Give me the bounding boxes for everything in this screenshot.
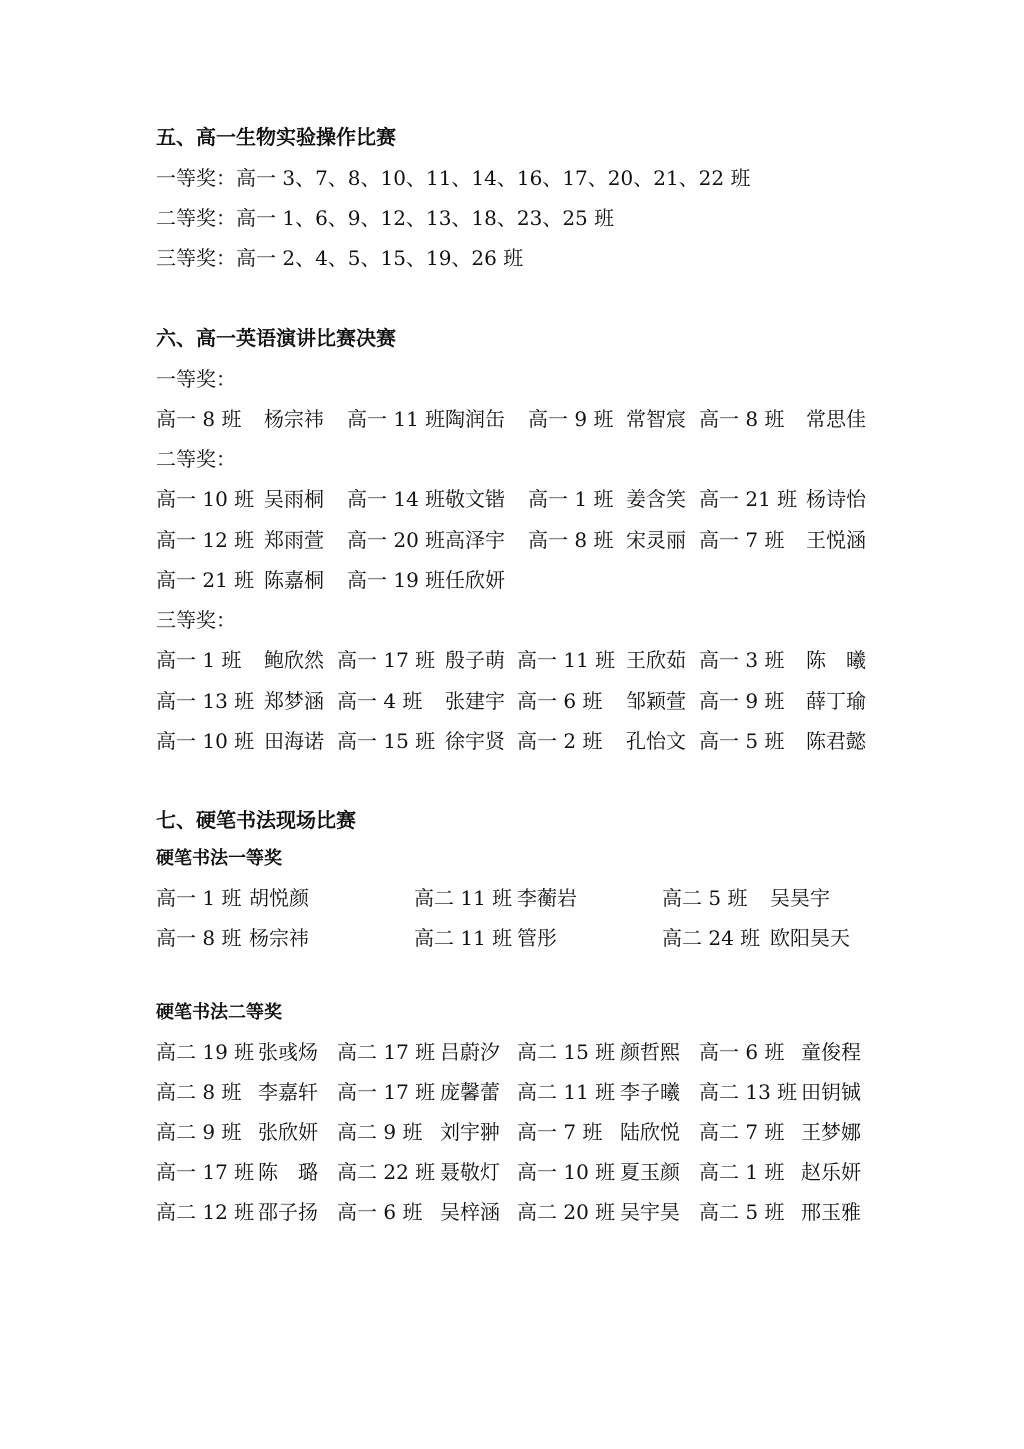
student-name: 鲍欣然 — [264, 648, 324, 672]
class-label: 高二 11 班 — [414, 926, 513, 950]
list-row — [0, 1078, 1024, 1106]
student-name: 徐宇贤 — [445, 729, 505, 753]
class-label: 高二 22 班 — [337, 1160, 436, 1184]
list-row — [0, 687, 1024, 715]
student-name: 田钥铖 — [801, 1080, 861, 1104]
student-name: 邵子扬 — [258, 1200, 318, 1224]
student-name: 管彤 — [517, 926, 557, 950]
class-label: 高二 9 班 — [156, 1120, 242, 1144]
student-name: 吴雨桐 — [264, 487, 324, 511]
class-label: 高二 24 班 — [662, 926, 761, 950]
class-label: 高一 19 班 — [347, 568, 446, 592]
class-label: 高二 8 班 — [156, 1080, 242, 1104]
class-label: 高一 21 班 — [699, 487, 798, 511]
class-label: 高一 7 班 — [517, 1120, 603, 1144]
section-5-title: 五、高一生物实验操作比赛 — [156, 125, 396, 149]
student-name: 宋灵丽 — [626, 528, 686, 552]
section-6-third-label: 三等奖： — [156, 608, 236, 632]
student-name: 陆欣悦 — [620, 1120, 680, 1144]
class-label: 高二 5 班 — [662, 886, 748, 910]
class-label: 高一 4 班 — [337, 689, 423, 713]
student-name: 张欣妍 — [258, 1120, 318, 1144]
class-label: 高二 19 班 — [156, 1040, 255, 1064]
class-label: 高一 1 班 — [156, 886, 242, 910]
list-row — [0, 526, 1024, 554]
student-name: 吴梓涵 — [440, 1200, 500, 1224]
class-label: 高一 8 班 — [156, 407, 242, 431]
class-label: 高二 20 班 — [517, 1200, 616, 1224]
student-name: 张建宇 — [445, 689, 505, 713]
student-name: 聂敬灯 — [440, 1160, 500, 1184]
class-label: 高二 11 班 — [414, 886, 513, 910]
student-name: 陈 璐 — [258, 1160, 318, 1184]
class-label: 高一 5 班 — [699, 729, 785, 753]
class-label: 高二 13 班 — [699, 1080, 798, 1104]
list-row — [0, 566, 1024, 594]
list-row — [0, 646, 1024, 674]
student-name: 敬文锴 — [445, 487, 505, 511]
student-name: 胡悦颜 — [249, 886, 309, 910]
section-5-first-prize: 一等奖：高一 3、7、8、10、11、14、16、17、20、21、22 班 — [156, 166, 751, 190]
list-row — [0, 1158, 1024, 1186]
student-name: 杨诗怡 — [806, 487, 866, 511]
student-name: 张彧炀 — [258, 1040, 318, 1064]
class-label: 高二 9 班 — [337, 1120, 423, 1144]
student-name: 王梦娜 — [801, 1120, 861, 1144]
student-name: 任欣妍 — [445, 568, 505, 592]
class-label: 高一 1 班 — [528, 487, 614, 511]
class-label: 高一 2 班 — [517, 729, 603, 753]
class-label: 高一 9 班 — [699, 689, 785, 713]
class-label: 高一 9 班 — [528, 407, 614, 431]
student-name: 邢玉雅 — [801, 1200, 861, 1224]
student-name: 高泽宇 — [445, 528, 505, 552]
student-name: 陈 曦 — [806, 648, 866, 672]
class-label: 高一 15 班 — [337, 729, 436, 753]
student-name: 姜含笑 — [626, 487, 686, 511]
student-name: 李嘉轩 — [258, 1080, 318, 1104]
student-name: 孔怡文 — [626, 729, 686, 753]
list-row — [0, 727, 1024, 755]
student-name: 吴昊宇 — [770, 886, 830, 910]
class-label: 高一 3 班 — [699, 648, 785, 672]
section-7-second-label: 硬笔书法二等奖 — [156, 1002, 282, 1023]
section-7-first-label: 硬笔书法一等奖 — [156, 848, 282, 869]
list-row — [0, 1038, 1024, 1066]
student-name: 童俊程 — [801, 1040, 861, 1064]
section-5-second-prize: 二等奖：高一 1、6、9、12、13、18、23、25 班 — [156, 206, 615, 230]
student-name: 刘宇翀 — [440, 1120, 500, 1144]
section-7-title: 七、硬笔书法现场比赛 — [156, 808, 356, 832]
class-label: 高二 17 班 — [337, 1040, 436, 1064]
list-row — [0, 884, 1024, 912]
student-name: 邹颖萱 — [626, 689, 686, 713]
class-label: 高一 6 班 — [337, 1200, 423, 1224]
student-name: 吕蔚汐 — [440, 1040, 500, 1064]
class-label: 高一 21 班 — [156, 568, 255, 592]
class-label: 高一 11 班 — [347, 407, 446, 431]
section-6-title: 六、高一英语演讲比赛决赛 — [156, 326, 396, 350]
class-label: 高二 7 班 — [699, 1120, 785, 1144]
section-6-second-label: 二等奖： — [156, 447, 236, 471]
class-label: 高一 8 班 — [699, 407, 785, 431]
student-name: 李蘅岩 — [517, 886, 577, 910]
student-name: 郑梦涵 — [264, 689, 324, 713]
student-name: 陈君懿 — [806, 729, 866, 753]
student-name: 杨宗祎 — [264, 407, 324, 431]
student-name: 李子曦 — [620, 1080, 680, 1104]
list-row — [0, 485, 1024, 513]
student-name: 颜哲熙 — [620, 1040, 680, 1064]
class-label: 高一 17 班 — [156, 1160, 255, 1184]
class-label: 高一 13 班 — [156, 689, 255, 713]
class-label: 高一 10 班 — [156, 729, 255, 753]
class-label: 高一 17 班 — [337, 648, 436, 672]
student-name: 殷子萌 — [445, 648, 505, 672]
student-name: 郑雨萱 — [264, 528, 324, 552]
student-name: 陈嘉桐 — [264, 568, 324, 592]
student-name: 王悦涵 — [806, 528, 866, 552]
class-label: 高一 20 班 — [347, 528, 446, 552]
class-label: 高一 12 班 — [156, 528, 255, 552]
section-5-third-prize: 三等奖：高一 2、4、5、15、19、26 班 — [156, 246, 524, 270]
class-label: 高二 1 班 — [699, 1160, 785, 1184]
student-name: 夏玉颜 — [620, 1160, 680, 1184]
class-label: 高二 5 班 — [699, 1200, 785, 1224]
class-label: 高二 15 班 — [517, 1040, 616, 1064]
class-label: 高一 17 班 — [337, 1080, 436, 1104]
student-name: 常智宸 — [626, 407, 686, 431]
student-name: 杨宗祎 — [249, 926, 309, 950]
student-name: 薛丁瑜 — [806, 689, 866, 713]
class-label: 高一 7 班 — [699, 528, 785, 552]
class-label: 高一 8 班 — [528, 528, 614, 552]
list-row — [0, 405, 1024, 433]
class-label: 高一 1 班 — [156, 648, 242, 672]
class-label: 高一 10 班 — [517, 1160, 616, 1184]
student-name: 常思佳 — [806, 407, 866, 431]
student-name: 赵乐妍 — [801, 1160, 861, 1184]
student-name: 庞馨蕾 — [440, 1080, 500, 1104]
class-label: 高一 14 班 — [347, 487, 446, 511]
student-name: 王欣茹 — [626, 648, 686, 672]
class-label: 高一 6 班 — [517, 689, 603, 713]
class-label: 高一 10 班 — [156, 487, 255, 511]
list-row — [0, 1198, 1024, 1226]
class-label: 高一 8 班 — [156, 926, 242, 950]
student-name: 吴宇昊 — [620, 1200, 680, 1224]
class-label: 高一 6 班 — [699, 1040, 785, 1064]
class-label: 高二 11 班 — [517, 1080, 616, 1104]
class-label: 高二 12 班 — [156, 1200, 255, 1224]
class-label: 高一 11 班 — [517, 648, 616, 672]
section-6-first-label: 一等奖： — [156, 367, 236, 391]
list-row — [0, 1118, 1024, 1146]
student-name: 欧阳昊天 — [770, 926, 850, 950]
student-name: 田海诺 — [264, 729, 324, 753]
student-name: 陶润缶 — [445, 407, 505, 431]
list-row — [0, 924, 1024, 952]
